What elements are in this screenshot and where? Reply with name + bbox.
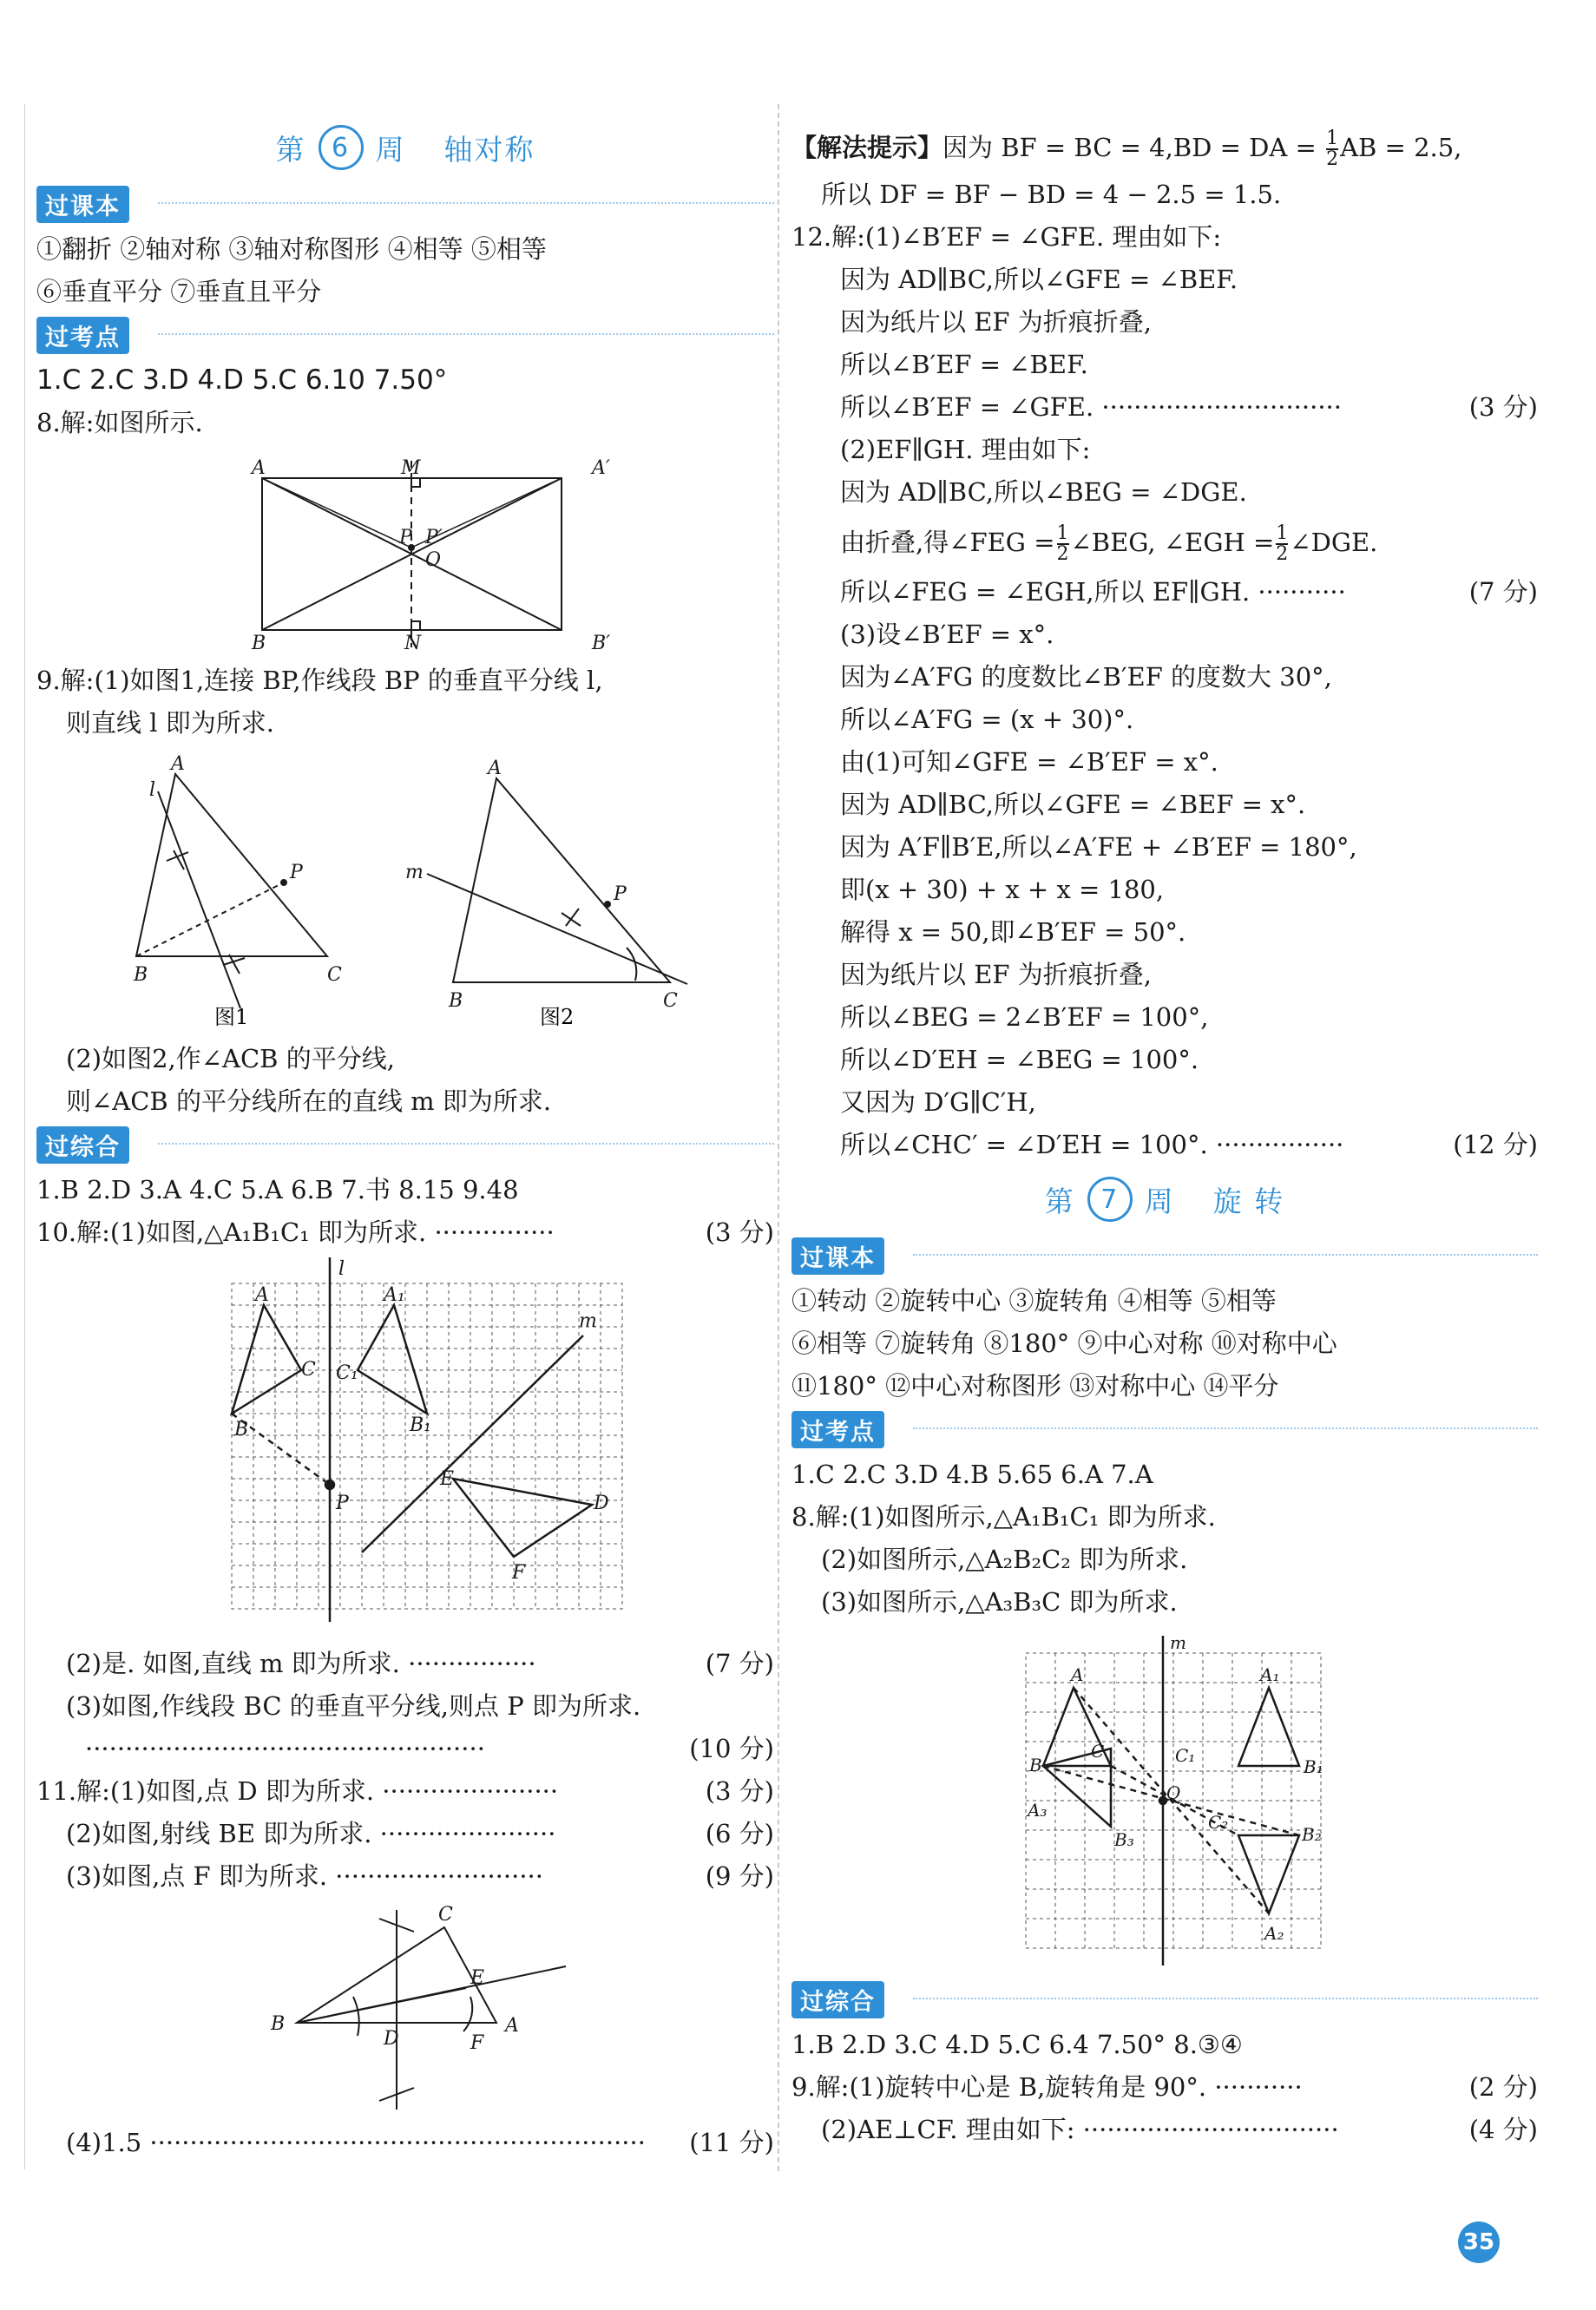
svg-text:C: C: [301, 1359, 316, 1381]
week-7-title: [791, 1173, 1538, 1225]
svg-text:B₂: B₂: [1302, 1824, 1322, 1845]
q9-score-1: (2 分): [1468, 2072, 1538, 2102]
q12b-line-4: 所以∠A′FG = (x + 30)°.: [840, 705, 1134, 734]
badge-exam-points: 过考点: [791, 1411, 884, 1448]
label-P-prime: P′: [425, 527, 443, 548]
q12b-line-3: 因为∠A′FG 的度数比∠B′EF 的度数大 30°,: [840, 662, 1332, 692]
column-divider: [778, 104, 779, 2171]
q11-score-1: (3 分): [705, 1776, 774, 1806]
svg-text:E: E: [440, 1468, 455, 1490]
fold-text-b: ∠BEG, ∠EGH =: [1070, 528, 1275, 557]
svg-text:A: A: [255, 1284, 269, 1306]
q12b-line-14: 所以∠CHC′ = ∠D′EH = 100°.: [840, 1130, 1208, 1159]
svg-text:F: F: [470, 2032, 484, 2054]
q9-text-1: 9.解:(1)如图1,连接 BP,作线段 BP 的垂直平分线 l,: [36, 666, 603, 695]
q12b-line-12: 所以∠D′EH = ∠BEG = 100°.: [840, 1045, 1199, 1074]
svg-text:B: B: [134, 964, 148, 986]
svg-text:C: C: [1091, 1741, 1105, 1762]
section-comprehensive: [36, 1123, 774, 1169]
q12b-line-1: 所以∠FEG = ∠EGH,所以 EF∥GH.: [840, 577, 1251, 607]
svg-text:C: C: [327, 964, 342, 986]
svg-text:m: m: [1170, 1632, 1186, 1653]
svg-text:B: B: [449, 990, 463, 1012]
q10-text-1: 10.解:(1)如图,△A₁B₁C₁ 即为所求.: [36, 1217, 427, 1247]
section-textbook: [36, 182, 774, 228]
label-A-prime: A′: [592, 457, 610, 479]
q10-score-1: (3 分): [705, 1217, 774, 1247]
svg-text:A₂: A₂: [1264, 1923, 1284, 1944]
q10-score-2: (7 分): [705, 1649, 774, 1678]
week-topic: 轴对称: [443, 132, 535, 167]
q12-line-3: 因为纸片以 EF 为折痕折叠,: [840, 307, 1152, 337]
q12-line-2: 因为 AD∥BC,所以∠GFE = ∠BEF.: [840, 265, 1238, 294]
q12b-line-13: 又因为 D′G∥C′H,: [840, 1087, 1036, 1117]
exam-answers: 1.C 2.C 3.D 4.B 5.65 6.A 7.A: [791, 1460, 1153, 1489]
svg-text:A₃: A₃: [1028, 1800, 1048, 1821]
title-prefix: 第: [1044, 1184, 1075, 1218]
svg-text:P: P: [614, 883, 627, 905]
q12-line-5: 所以∠B′EF = ∠GFE.: [840, 392, 1094, 422]
title-prefix: 第: [275, 132, 306, 167]
q12-score-3: (12 分): [1453, 1130, 1538, 1159]
q10-text-2: (2)是. 如图,直线 m 即为所求.: [66, 1649, 400, 1678]
q11-score-4: (11 分): [689, 2128, 774, 2157]
svg-text:C₁: C₁: [336, 1362, 358, 1384]
q11-text-1: 11.解:(1)如图,点 D 即为所求.: [36, 1776, 375, 1806]
svg-text:E: E: [470, 1967, 485, 1989]
week-number: 6: [319, 125, 364, 170]
q9-score-2: (4 分): [1468, 2115, 1538, 2144]
q12b-line-10: 因为纸片以 EF 为折痕折叠,: [840, 960, 1152, 989]
svg-text:B₁: B₁: [1304, 1756, 1323, 1777]
q11-score-2: (6 分): [705, 1819, 774, 1848]
svg-text:B: B: [1029, 1755, 1042, 1775]
q9-text-1: 9.解:(1)旋转中心是 B,旋转角是 90°.: [791, 2072, 1207, 2102]
svg-text:B: B: [234, 1419, 249, 1440]
q9-text-2: (2)AE⊥CF. 理由如下:: [821, 2115, 1075, 2144]
section-comprehensive-2: [791, 1978, 1538, 2024]
page-number-badge: 35: [1458, 2221, 1500, 2263]
textbook-answers-1: ①转动 ②旋转中心 ③旋转角 ④相等 ⑤相等: [791, 1286, 1277, 1316]
textbook-answers-2: ⑥垂直平分 ⑦垂直且平分: [36, 277, 322, 306]
q12b-line-5: 由(1)可知∠GFE = ∠B′EF = x°.: [840, 747, 1218, 777]
left-margin-line: [24, 104, 25, 2169]
badge-textbook: 过课本: [791, 1237, 884, 1275]
comprehensive-answers: 1.B 2.D 3.A 4.C 5.A 6.B 7.书 8.15 9.48: [36, 1175, 519, 1204]
textbook-answers-1: ①翻折 ②轴对称 ③轴对称图形 ④相等 ⑤相等: [36, 234, 547, 264]
label-P: P: [399, 527, 412, 548]
badge-comprehensive: 过综合: [791, 1981, 884, 2018]
textbook-answers-2: ⑥相等 ⑦旋转角 ⑧180° ⑨中心对称 ⑩对称中心: [791, 1329, 1337, 1358]
badge-exam-points: 过考点: [36, 317, 129, 354]
q8-text-3: (3)如图所示,△A₃B₃C 即为所求.: [821, 1587, 1178, 1617]
fig2-caption: 图2: [540, 1005, 575, 1029]
svg-text:B: B: [271, 2013, 286, 2035]
svg-text:B₃: B₃: [1114, 1829, 1134, 1850]
badge-textbook: 过课本: [36, 186, 129, 223]
label-A: A: [252, 457, 266, 479]
svg-text:B₁: B₁: [410, 1414, 431, 1436]
q11-text-3: (3)如图,点 F 即为所求.: [66, 1861, 328, 1891]
svg-text:A: A: [505, 2015, 519, 2037]
q11-figure: [36, 1901, 774, 2118]
q12-line-7: 因为 AD∥BC,所以∠BEG = ∠DGE.: [840, 477, 1247, 507]
q12b-line-11: 所以∠BEG = 2∠B′EF = 100°,: [840, 1002, 1209, 1032]
section-exam-points: [36, 313, 774, 359]
svg-text:P: P: [290, 862, 303, 883]
svg-text:A: A: [488, 758, 502, 779]
hint-text-2: 所以 DF = BF − BD = 4 − 2.5 = 1.5.: [821, 180, 1282, 209]
week-topic: 旋 转: [1212, 1184, 1285, 1218]
svg-text:l: l: [338, 1258, 345, 1280]
q9-text-4: 则∠ACB 的平分线所在的直线 m 即为所求.: [66, 1086, 552, 1116]
svg-text:m: m: [405, 862, 424, 883]
q9-text-2: 则直线 l 即为所求.: [66, 708, 274, 738]
label-O: O: [425, 549, 442, 571]
svg-text:A: A: [1071, 1664, 1084, 1685]
q8-rotation-grid-figure: [791, 1627, 1538, 1974]
svg-text:F: F: [512, 1562, 526, 1584]
q9-figures: [36, 748, 774, 1034]
q12b-line-2: (3)设∠B′EF = x°.: [840, 620, 1054, 649]
label-N: N: [404, 633, 422, 654]
q12b-line-6: 因为 AD∥BC,所以∠GFE = ∠BEF = x°.: [840, 790, 1306, 819]
q11-text-4: (4)1.5: [66, 2128, 142, 2157]
fig1-caption: 图1: [214, 1005, 249, 1029]
q8-text: 8.解:如图所示.: [36, 408, 203, 437]
badge-comprehensive: 过综合: [36, 1126, 129, 1164]
q12-line-1: 12.解:(1)∠B′EF = ∠GFE. 理由如下:: [791, 222, 1222, 252]
q12-score-1: (3 分): [1468, 392, 1538, 422]
week-6-title: [36, 121, 774, 174]
svg-text:C: C: [438, 1904, 453, 1926]
q8-text-2: (2)如图所示,△A₂B₂C₂ 即为所求.: [821, 1545, 1188, 1574]
q12-line-6: (2)EF∥GH. 理由如下:: [840, 435, 1091, 464]
hint-label: 【解法提示】: [791, 133, 943, 162]
fold-text-c: ∠DGE.: [1290, 528, 1378, 557]
q12b-line-8: 即(x + 30) + x + x = 180,: [840, 875, 1165, 904]
svg-text:C₂: C₂: [1208, 1812, 1229, 1833]
title-suffix: 周: [375, 132, 406, 167]
left-column: 第 6 周 轴对称 过课本 ①翻折 ②轴对称 ③轴对称图形 ④相等 ⑤相等 ⑥垂直平分 ⑦垂直且平分 过考点 1.C 2.C 3.D 4.D 5.C 6.10 7.50° 8.解:如图所示. A A′ M P P′ O B N B′ 9.解:(1)如图1,连接 BP,作线段 BP 的垂直平分线 l, 则直线 l 即为所求. A l P B C A m P B C 图1 图2 (2)如图2,作∠ACB 的平分线, 则∠ACB 的平分线所在的直线 m 即为所求. 过综合 1.B 2.D 3.A 4.C 5.A 6.B 7.书 8.15 9.48 10.解:(1)如图,△A₁B₁C₁ 即为所求. ··············· (3 分) l m A C B A₁ C₁ B₁ P E D F (2)是. 如图,直线 m 即为所求. ················ (7 分) (3)如图,作线段 BC 的垂直平分线,则点 P 即为所求. ·················································· (10 分) 11.解:(1)如图,点 D 即为所求. ······················ (3 分) (2)如图,射线 BE 即为所求. ······················ (6 分) (3)如图,点 F 即为所求. ·························· (9 分) B C E A D F (4)1.5 ······························································ (11 分): [36, 121, 774, 2164]
svg-text:P: P: [336, 1493, 349, 1514]
svg-text:A₁: A₁: [1260, 1664, 1280, 1685]
q12-score-2: (7 分): [1468, 577, 1538, 607]
textbook-answers-3: ⑪180° ⑫中心对称图形 ⑬对称中心 ⑭平分: [791, 1371, 1279, 1401]
title-suffix: 周: [1144, 1184, 1175, 1218]
right-column: 【解法提示】因为 BF = BC = 4,BD = DA = $\frac{1}{2}$ AB = 2.5, 所以 DF = BF − BD = 4 − 2.5 = 1.5. 12.解:(1)∠B′EF = ∠GFE. 理由如下: 因为 AD∥BC,所以∠GFE = ∠BEF. 因为纸片以 EF 为折痕折叠, 所以∠B′EF = ∠BEF. 所以∠B′EF = ∠GFE. ······························ (3 分) (2)EF∥GH. 理由如下: 因为 AD∥BC,所以∠BEG = ∠DGE. 由折叠,得∠FEG = $\frac{1}{2}$ ∠BEG, ∠EGH = $\frac{1}{2}$ ∠DGE. 所以∠FEG = ∠EGH,所以 EF∥GH. ··········· (7 分) (3)设∠B′EF = x°. 因为∠A′FG 的度数比∠B′EF 的度数大 30°, 所以∠A′FG = (x + 30)°. 由(1)可知∠GFE = ∠B′EF = x°. 因为 AD∥BC,所以∠GFE = ∠BEF = x°. 因为 A′F∥B′E,所以∠A′FE + ∠B′EF = 180°, 即(x + 30) + x + x = 180, 解得 x = 50,即∠B′EF = 50°. 因为纸片以 EF 为折痕折叠, 所以∠BEG = 2∠B′EF = 100°, 所以∠D′EH = ∠BEG = 100°. 又因为 D′G∥C′H, 所以∠CHC′ = ∠D′EH = 100°. ················ (12 分) 第 7 周 旋 转 过课本 ①转动 ②旋转中心 ③旋转角 ④相等 ⑤相等 ⑥相等 ⑦旋转角 ⑧180° ⑨中心对称 ⑩对称中心 ⑪180° ⑫中心对称图形 ⑬对称中心 ⑭平分 过考点 1.C 2.C 3.D 4.B 5.65 6.A 7.A 8.解:(1)如图所示,△A₁B₁C₁ 即为所求. (2)如图所示,△A₂B₂C₂ 即为所求. (3)如图所示,△A₃B₃C 即为所求. m A C B A₁ C₁ B₁ O A₃ B₃ C₂ B₂ A₂ 过综合 1.B 2.D 3.C 4.D 5.C 6.4 7.50° 8.③④ 9.解:(1)旋转中心是 B,旋转角是 90°. ··········· (2 分) (2)AE⊥CF. 理由如下: ································ (4 分): [791, 121, 1538, 2151]
q8-text-1: 8.解:(1)如图所示,△A₁B₁C₁ 即为所求.: [791, 1502, 1216, 1532]
q12-line-4: 所以∠B′EF = ∠BEF.: [840, 350, 1088, 379]
q10-score-3: (10 分): [689, 1734, 774, 1763]
q8-rectangle-figure: [36, 448, 774, 656]
svg-text:C: C: [663, 990, 678, 1012]
svg-text:l: l: [149, 779, 156, 801]
label-M: M: [401, 457, 421, 479]
q10-grid-figure: [36, 1257, 774, 1639]
svg-text:O: O: [1166, 1782, 1181, 1803]
hint-text-1a: 因为 BF = BC = 4,BD = DA =: [942, 133, 1317, 162]
section-textbook-2: [791, 1234, 1538, 1280]
svg-text:D: D: [384, 2028, 399, 2050]
fraction-half: $\frac{1}{2}$: [1326, 128, 1339, 170]
svg-text:A: A: [171, 753, 185, 775]
q9-text-3: (2)如图2,作∠ACB 的平分线,: [66, 1044, 395, 1073]
svg-text:A₁: A₁: [384, 1284, 405, 1306]
q10-text-3: (3)如图,作线段 BC 的垂直平分线,则点 P 即为所求.: [66, 1691, 641, 1721]
q11-text-2: (2)如图,射线 BE 即为所求.: [66, 1819, 372, 1848]
section-exam-points-2: [791, 1408, 1538, 1454]
week-number: 7: [1087, 1177, 1133, 1222]
hint-text-1b: AB = 2.5,: [1340, 133, 1462, 162]
svg-text:D: D: [594, 1493, 609, 1514]
label-B-prime: B′: [592, 633, 611, 654]
q12b-line-9: 解得 x = 50,即∠B′EF = 50°.: [840, 917, 1186, 947]
label-B: B: [252, 633, 266, 654]
svg-text:C₁: C₁: [1175, 1745, 1196, 1766]
q11-score-3: (9 分): [705, 1861, 774, 1891]
comprehensive-answers: 1.B 2.D 3.C 4.D 5.C 6.4 7.50° 8.③④: [791, 2030, 1243, 2059]
q12b-line-7: 因为 A′F∥B′E,所以∠A′FE + ∠B′EF = 180°,: [840, 832, 1357, 862]
exam-answers: 1.C 2.C 3.D 4.D 5.C 6.10 7.50°: [36, 364, 448, 396]
fold-text-a: 由折叠,得∠FEG =: [840, 528, 1055, 557]
svg-text:m: m: [579, 1310, 597, 1332]
